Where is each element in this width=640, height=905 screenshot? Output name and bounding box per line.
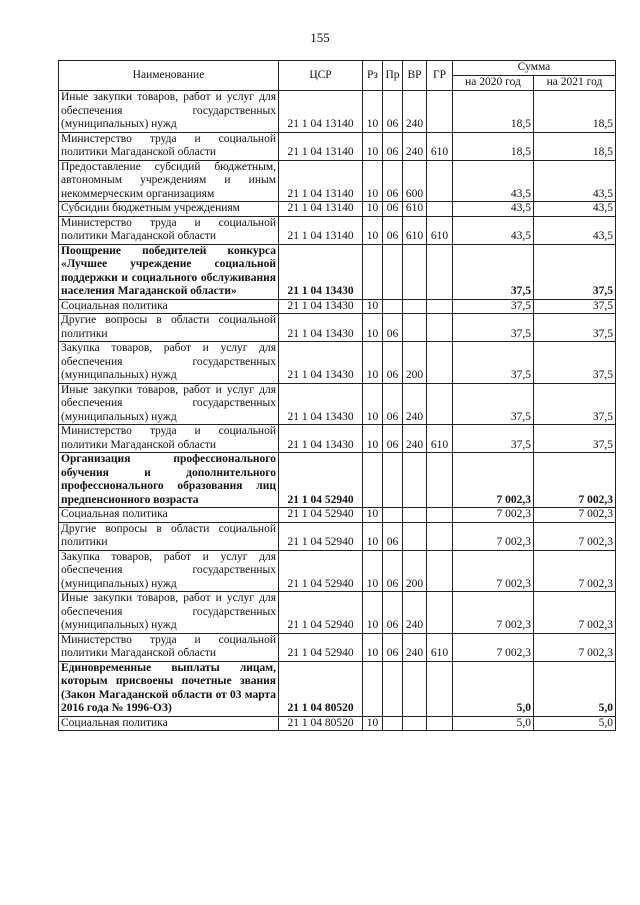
cell-sum-2021: 5,0 [534,716,616,731]
table-row [59,453,616,508]
cell-sum-2021: 7 002,3 [534,592,616,634]
cell-vr: 240 [403,132,427,160]
cell-name: Социальная политика [59,299,279,314]
table-row [59,342,616,384]
cell-vr [403,716,427,731]
header-year-2021: на 2021 год [534,76,616,91]
cell-pr [383,508,403,523]
cell-vr: 610 [403,202,427,217]
page-number: 155 [310,30,330,45]
cell-sum-2021: 37,5 [534,299,616,314]
cell-pr: 06 [383,314,403,342]
cell-sum-2020: 7 002,3 [453,633,534,661]
cell-sum-2020: 37,5 [453,244,534,299]
cell-name: Иные закупки товаров, работ и услуг для обеспечения государственных (муниципальных) нужд [59,383,279,425]
cell-sum-2021: 7 002,3 [534,522,616,550]
cell-rz [363,661,383,716]
cell-sum-2020: 7 002,3 [453,592,534,634]
cell-csr: 21 1 04 80520 [279,716,363,731]
cell-csr: 21 1 04 13140 [279,160,363,202]
cell-csr: 21 1 04 13430 [279,383,363,425]
cell-sum-2020: 18,5 [453,132,534,160]
cell-sum-2020: 7 002,3 [453,453,534,508]
cell-csr: 21 1 04 13140 [279,132,363,160]
cell-pr: 06 [383,160,403,202]
header-csr: ЦСР [279,61,363,91]
table-row [59,633,616,661]
table-row [59,299,616,314]
cell-sum-2021: 7 002,3 [534,633,616,661]
cell-csr: 21 1 04 13430 [279,425,363,453]
cell-vr: 240 [403,91,427,133]
cell-gr [427,160,453,202]
table-header [59,61,616,91]
cell-rz: 10 [363,383,383,425]
cell-rz: 10 [363,716,383,731]
cell-rz: 10 [363,550,383,592]
cell-vr [403,314,427,342]
cell-rz: 10 [363,216,383,244]
cell-pr: 06 [383,383,403,425]
cell-pr: 06 [383,425,403,453]
cell-csr: 21 1 04 52940 [279,453,363,508]
header-rz: Рз [363,61,383,91]
table-row [59,716,616,731]
header-pr: Пр [383,61,403,91]
cell-csr: 21 1 04 52940 [279,550,363,592]
cell-sum-2020: 37,5 [453,299,534,314]
cell-vr: 600 [403,160,427,202]
table-row [59,383,616,425]
cell-csr: 21 1 04 13430 [279,299,363,314]
cell-sum-2020: 37,5 [453,383,534,425]
cell-rz: 10 [363,132,383,160]
cell-csr: 21 1 04 13140 [279,91,363,133]
cell-csr: 21 1 04 52940 [279,522,363,550]
cell-gr: 610 [427,216,453,244]
header-year-2020: на 2020 год [453,76,534,91]
cell-csr: 21 1 04 52940 [279,592,363,634]
cell-sum-2020: 7 002,3 [453,508,534,523]
header-sum: Сумма [453,61,616,76]
cell-sum-2021: 18,5 [534,91,616,133]
cell-sum-2020: 7 002,3 [453,522,534,550]
cell-vr [403,522,427,550]
cell-name: Иные закупки товаров, работ и услуг для обеспечения государственных (муниципальных) нужд [59,91,279,133]
cell-name: Единовременные выплаты лицам, которым присвоены почетные звания (Закон Магаданской области от 03 марта 2016 года № 1996-ОЗ) [59,661,279,716]
cell-csr: 21 1 04 13430 [279,314,363,342]
header-name: Наименование [59,61,279,91]
cell-gr [427,202,453,217]
cell-pr [383,244,403,299]
cell-csr: 21 1 04 13140 [279,202,363,217]
cell-rz: 10 [363,314,383,342]
cell-name: Министерство труда и социальной политики Магаданской области [59,216,279,244]
cell-pr: 06 [383,91,403,133]
cell-sum-2020: 43,5 [453,202,534,217]
cell-gr [427,383,453,425]
cell-pr [383,661,403,716]
cell-gr [427,244,453,299]
cell-csr: 21 1 04 13430 [279,244,363,299]
cell-csr: 21 1 04 13430 [279,342,363,384]
cell-vr: 240 [403,592,427,634]
cell-vr [403,508,427,523]
cell-gr [427,453,453,508]
table-row [59,244,616,299]
cell-rz: 10 [363,299,383,314]
cell-csr: 21 1 04 52940 [279,508,363,523]
cell-sum-2020: 18,5 [453,91,534,133]
cell-sum-2020: 5,0 [453,661,534,716]
cell-rz: 10 [363,202,383,217]
cell-pr: 06 [383,550,403,592]
cell-vr: 240 [403,383,427,425]
table-row [59,592,616,634]
cell-name: Социальная политика [59,716,279,731]
cell-gr [427,522,453,550]
table-row [59,216,616,244]
cell-sum-2020: 43,5 [453,216,534,244]
cell-gr [427,299,453,314]
table-body [59,91,616,731]
cell-name: Другие вопросы в области социальной политики [59,314,279,342]
cell-gr [427,716,453,731]
cell-rz [363,244,383,299]
cell-name: Министерство труда и социальной политики Магаданской области [59,425,279,453]
cell-sum-2020: 37,5 [453,314,534,342]
cell-gr [427,342,453,384]
cell-sum-2021: 43,5 [534,202,616,217]
cell-pr: 06 [383,592,403,634]
table-row [59,425,616,453]
cell-pr: 06 [383,202,403,217]
cell-csr: 21 1 04 13140 [279,216,363,244]
cell-vr [403,244,427,299]
cell-sum-2020: 37,5 [453,342,534,384]
table-row [59,508,616,523]
cell-name: Поощрение победителей конкурса «Лучшее учреждение социальной поддержки и социального обслуживания населения Магаданской области» [59,244,279,299]
cell-sum-2021: 18,5 [534,132,616,160]
cell-vr: 610 [403,216,427,244]
cell-sum-2021: 5,0 [534,661,616,716]
cell-rz: 10 [363,91,383,133]
cell-pr: 06 [383,633,403,661]
cell-sum-2021: 43,5 [534,216,616,244]
table-row [59,160,616,202]
cell-rz: 10 [363,342,383,384]
table-row [59,314,616,342]
cell-vr: 200 [403,342,427,384]
cell-name: Социальная политика [59,508,279,523]
cell-sum-2020: 37,5 [453,425,534,453]
cell-name: Министерство труда и социальной политики Магаданской области [59,633,279,661]
cell-vr: 240 [403,633,427,661]
cell-rz: 10 [363,633,383,661]
cell-sum-2021: 43,5 [534,160,616,202]
cell-name: Другие вопросы в области социальной политики [59,522,279,550]
cell-rz: 10 [363,522,383,550]
table-row [59,550,616,592]
cell-vr: 240 [403,425,427,453]
cell-vr [403,299,427,314]
cell-gr [427,314,453,342]
cell-sum-2021: 37,5 [534,425,616,453]
cell-sum-2021: 37,5 [534,383,616,425]
cell-sum-2020: 5,0 [453,716,534,731]
cell-gr [427,91,453,133]
cell-rz: 10 [363,508,383,523]
cell-gr: 610 [427,425,453,453]
cell-pr: 06 [383,132,403,160]
cell-pr [383,716,403,731]
cell-pr: 06 [383,522,403,550]
cell-name: Закупка товаров, работ и услуг для обеспечения государственных (муниципальных) нужд [59,550,279,592]
table-row [59,661,616,716]
table-row [59,91,616,133]
cell-rz [363,453,383,508]
cell-gr: 610 [427,633,453,661]
cell-sum-2021: 7 002,3 [534,508,616,523]
cell-vr [403,453,427,508]
cell-pr: 06 [383,216,403,244]
cell-csr: 21 1 04 80520 [279,661,363,716]
cell-vr: 200 [403,550,427,592]
cell-sum-2021: 37,5 [534,314,616,342]
cell-sum-2021: 7 002,3 [534,550,616,592]
cell-rz: 10 [363,160,383,202]
cell-pr: 06 [383,342,403,384]
cell-sum-2020: 43,5 [453,160,534,202]
cell-gr [427,550,453,592]
cell-gr [427,508,453,523]
cell-name: Иные закупки товаров, работ и услуг для обеспечения государственных (муниципальных) нужд [59,592,279,634]
cell-csr: 21 1 04 52940 [279,633,363,661]
cell-sum-2021: 37,5 [534,244,616,299]
table-row [59,202,616,217]
cell-sum-2021: 37,5 [534,342,616,384]
cell-name: Закупка товаров, работ и услуг для обеспечения государственных (муниципальных) нужд [59,342,279,384]
cell-name: Организация профессионального обучения и дополнительного профессионального образования лиц предпенсионного возраста [59,453,279,508]
cell-rz: 10 [363,592,383,634]
cell-pr [383,299,403,314]
cell-sum-2021: 7 002,3 [534,453,616,508]
cell-gr [427,661,453,716]
cell-pr [383,453,403,508]
budget-table [58,60,616,731]
table-row [59,132,616,160]
cell-sum-2020: 7 002,3 [453,550,534,592]
header-vr: ВР [403,61,427,91]
header-gr: ГР [427,61,453,91]
cell-name: Министерство труда и социальной политики Магаданской области [59,132,279,160]
table-row [59,522,616,550]
cell-gr: 610 [427,132,453,160]
cell-rz: 10 [363,425,383,453]
cell-gr [427,592,453,634]
cell-vr [403,661,427,716]
cell-name: Предоставление субсидий бюджетным, автономным учреждениям и иным некоммерческим организациям [59,160,279,202]
cell-name: Субсидии бюджетным учреждениям [59,202,279,217]
